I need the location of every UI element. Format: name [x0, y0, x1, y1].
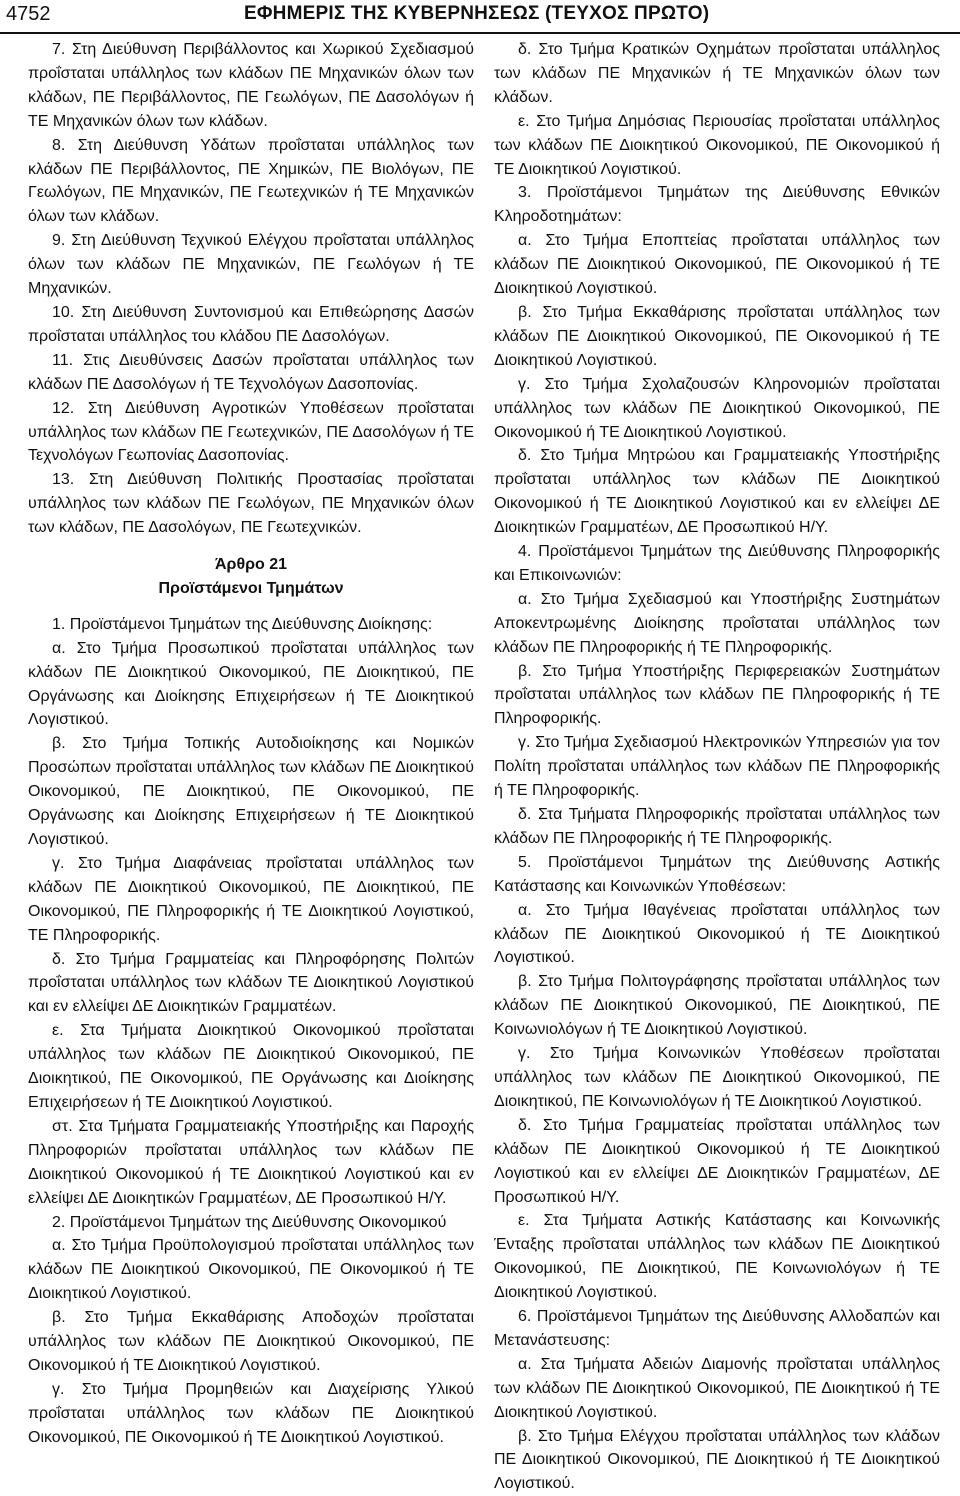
header-rule	[0, 32, 960, 34]
paragraph: 11. Στις Διευθύνσεις Δασών προΐσταται υπάλληλος των κλάδων ΠΕ Δασολόγων ή ΤΕ Τεχνολόγων Δασοπονίας.	[28, 351, 474, 393]
paragraph: ε. Στα Τμήματα Αστικής Κατάστασης και Κοινωνικής Ένταξης προΐσταται υπάλληλος των κλάδων ΠΕ Διοικητικού Οικονομικού, ΠΕ Διοικητικού, ΠΕ Κοινωνιολόγων ή ΤΕ Διοικητικού Λογιστικού.	[494, 1212, 940, 1302]
paragraph: 7. Στη Διεύθυνση Περιβάλλοντος και Χωρικού Σχεδιασμού προΐσταται υπάλληλος των κλάδων ΠΕ Μηχανικών όλων των κλάδων, ΠΕ Περιβάλλοντος, ΠΕ Γεωλόγων, ΠΕ Δασολόγων ή ΤΕ Μηχανικών όλων των κλάδων.	[28, 41, 474, 130]
paragraph: α. Στο Τμήμα Ιθαγένειας προΐσταται υπάλληλος των κλάδων ΠΕ Διοικητικού Οικονομικού ή ΤΕ Διοικητικού Λογιστικού.	[494, 901, 940, 967]
gazette-title: ΕΦΗΜΕΡΙΣ ΤΗΣ ΚΥΒΕΡΝΗΣΕΩΣ (ΤΕΥΧΟΣ ΠΡΩΤΟ)	[244, 3, 710, 24]
paragraph: 9. Στη Διεύθυνση Τεχνικού Ελέγχου προΐσταται υπάλληλος όλων των κλάδων ΠΕ Μηχανικών, ΠΕ Γεωλόγων ή ΤΕ Μηχανικών.	[28, 232, 474, 298]
paragraph: 10. Στη Διεύθυνση Συντονισμού και Επιθεώρησης Δασών προΐσταται υπάλληλος του κλάδου ΠΕ Δασολόγων.	[28, 303, 474, 345]
paragraph: β. Στο Τμήμα Τοπικής Αυτοδιοίκησης και Νομικών Προσώπων προΐσταται υπάλληλος των κλάδων ΠΕ Διοικητικού Οικονομικού, ΠΕ Διοικητικού, ΠΕ Οικονομικού, ΠΕ Οργάνωσης και Διοίκησης Επιχειρήσεων ή ΤΕ Διοικητικού Λογιστικού.	[28, 735, 474, 848]
paragraph: 6. Προϊστάμενοι Τμημάτων της Διεύθυνσης Αλλοδαπών και Μετανάστευσης:	[494, 1308, 940, 1349]
paragraph: 13. Στη Διεύθυνση Πολιτικής Προστασίας προΐσταται υπάλληλος των κλάδων ΠΕ Γεωλόγων, ΠΕ Μηχανικών όλων των κλάδων, ΠΕ Δασολόγων, ΠΕ Γεωτεχνικών.	[28, 471, 474, 537]
paragraph: δ. Στο Τμήμα Γραμματείας προΐσταται υπάλληλος των κλάδων ΠΕ Διοικητικού Οικονομικού ή ΤΕ Διοικητικού Λογιστικού και εν ελλείψει ΔΕ Διοικητικών Γραμματέων, ΔΕ Προσωπικού Η/Υ.	[494, 1116, 940, 1206]
paragraph: γ. Στο Τμήμα Σχολαζουσών Κληρονομιών προΐσταται υπάλληλος των κλάδων ΠΕ Διοικητικού Οικονομικού, ΠΕ Οικονομικού ή ΤΕ Διοικητικού Λογιστικού.	[494, 375, 940, 441]
paragraph: β. Στο Τμήμα Υποστήριξης Περιφερειακών Συστημάτων προΐσταται υπάλληλος των κλάδων ΠΕ Πληροφορικής ή ΤΕ Πληροφορικής.	[494, 662, 940, 728]
paragraph: δ. Στο Τμήμα Κρατικών Οχημάτων προΐσταται υπάλληλος των κλάδων ΠΕ Μηχανικών ή ΤΕ Μηχανικών όλων των κλάδων.	[494, 41, 940, 106]
left-column	[28, 38, 474, 1446]
paragraph: 3. Προϊστάμενοι Τμημάτων της Διεύθυνσης Εθνικών Κληροδοτημάτων:	[494, 184, 940, 226]
paragraph: α. Στο Τμήμα Εποπτείας προΐσταται υπάλληλος των κλάδων ΠΕ Διοικητικού Οικονομικού, ΠΕ Οικονομικού ή ΤΕ Διοικητικού Λογιστικού.	[494, 232, 940, 298]
paragraph: β. Στο Τμήμα Εκκαθάρισης Αποδοχών προΐσταται υπάλληλος των κλάδων ΠΕ Διοικητικού Οικονομικού, ΠΕ Οικονομικού ή ΤΕ Διοικητικού Λογιστικού.	[28, 1309, 474, 1374]
paragraph: γ. Στο Τμήμα Κοινωνικών Υποθέσεων προΐσταται υπάλληλος των κλάδων ΠΕ Διοικητικού Οικονομικού, ΠΕ Διοικητικού, ΠΕ Κοινωνιολόγων ή ΤΕ Διοικητικού Λογιστικού.	[494, 1045, 940, 1110]
paragraph: β. Στο Τμήμα Πολιτογράφησης προΐσταται υπάλληλος των κλάδων ΠΕ Διοικητικού Οικονομικού, ΠΕ Διοικητικού, ΠΕ Κοινωνιολόγων ή ΤΕ Διοικητικού Λογιστικού.	[494, 973, 940, 1039]
paragraph: στ. Στα Τμήματα Γραμματειακής Υποστήριξης και Παροχής Πληροφοριών προΐσταται υπάλληλος των κλάδων ΠΕ Διοικητικού Οικονομικού ή ΤΕ Διοικητικού Λογιστικού και εν ελλείψει ΔΕ Διοικητικών Γραμματέων, ΔΕ Προσωπικού Η/Υ.	[28, 1117, 474, 1207]
paragraph: α. Στο Τμήμα Σχεδιασμού και Υποστήριξης Συστημάτων Αποκεντρωμένης Διοίκησης προΐσταται υπάλληλος των κλάδων ΠΕ Πληροφορικής ή ΤΕ Πληροφορικής.	[494, 590, 940, 656]
paragraph: β. Στο Τμήμα Ελέγχου προΐσταται υπάλληλος των κλάδων ΠΕ Διοικητικού Οικονομικού, ΠΕ Διοικητικού ή ΤΕ Διοικητικού Λογιστικού.	[494, 1427, 940, 1493]
paragraph: 2. Προϊστάμενοι Τμημάτων της Διεύθυνσης Οικονομικού	[52, 1213, 447, 1231]
paragraph: ε. Στα Τμήματα Διοικητικού Οικονομικού προΐσταται υπάλληλος των κλάδων ΠΕ Διοικητικού Οικονομικού, ΠΕ Διοικητικού, ΠΕ Οικονομικού, ΠΕ Οργάνωσης και Διοίκησης Επιχειρήσεων ή ΤΕ Διοικητικού Λογιστικού.	[28, 1022, 474, 1111]
paragraph: 8. Στη Διεύθυνση Υδάτων προΐσταται υπάλληλος των κλάδων ΠΕ Περιβάλλοντος, ΠΕ Χημικών, ΠΕ Βιολόγων, ΠΕ Γεωλόγων, ΠΕ Μηχανικών, ΠΕ Γεωτεχνικών ή ΤΕ Μηχανικών όλων των κλάδων.	[28, 136, 474, 226]
paragraph: γ. Στο Τμήμα Προμηθειών και Διαχείρισης Υλικού προΐσταται υπάλληλος των κλάδων ΠΕ Διοικητικού Οικονομικού, ΠΕ Οικονομικού ή ΤΕ Διοικητικού Λογιστικού.	[28, 1380, 474, 1446]
article-title: Προϊστάμενοι Τμημάτων	[158, 579, 344, 597]
paragraph: δ. Στα Τμήματα Πληροφορικής προΐσταται υπάλληλος των κλάδων ΠΕ Πληροφορικής ή ΤΕ Πληροφορικής.	[494, 806, 940, 847]
right-column	[494, 38, 940, 1493]
paragraph: γ. Στο Τμήμα Σχεδιασμού Ηλεκτρονικών Υπηρεσιών για τον Πολίτη προΐσταται υπάλληλος των κλάδων ΠΕ Πληροφορικής ή ΤΕ Πληροφορικής.	[494, 734, 940, 800]
paragraph: β. Στο Τμήμα Εκκαθάρισης προΐσταται υπάλληλος των κλάδων ΠΕ Διοικητικού Οικονομικού, ΠΕ Οικονομικού ή ΤΕ Διοικητικού Λογιστικού.	[494, 303, 940, 369]
paragraph: α. Στο Τμήμα Προϋπολογισμού προΐσταται υπάλληλος των κλάδων ΠΕ Διοικητικού Οικονομικού, ΠΕ Οικονομικού ή ΤΕ Διοικητικού Λογιστικού.	[28, 1237, 474, 1303]
paragraph: 4. Προϊστάμενοι Τμημάτων της Διεύθυνσης Πληροφορικής και Επικοινωνιών:	[494, 543, 940, 584]
page-header	[0, 0, 960, 34]
paragraph: 5. Προϊστάμενοι Τμημάτων της Διεύθυνσης Αστικής Κατάστασης και Κοινωνικών Υποθέσεων:	[494, 853, 940, 895]
paragraph: γ. Στο Τμήμα Διαφάνειας προΐσταται υπάλληλος των κλάδων ΠΕ Διοικητικού Οικονομικού, ΠΕ Διοικητικού, ΠΕ Οικονομικού, ΠΕ Πληροφορικής ή ΤΕ Διοικητικού Λογιστικού, ΤΕ Πληροφορικής.	[28, 854, 474, 944]
paragraph: 1. Προϊστάμενοι Τμημάτων της Διεύθυνσης Διοίκησης:	[52, 615, 433, 633]
paragraph: ε. Στο Τμήμα Δημόσιας Περιουσίας προΐσταται υπάλληλος των κλάδων ΠΕ Διοικητικού Οικονομικού, ΠΕ Οικονομικού ή ΤΕ Διοικητικού Λογιστικού.	[494, 112, 940, 178]
paragraph: 12. Στη Διεύθυνση Αγροτικών Υποθέσεων προΐσταται υπάλληλος των κλάδων ΠΕ Γεωτεχνικών, ΠΕ Δασολόγων ή ΤΕ Τεχνολόγων Γεωπονίας Δασοπονίας.	[28, 399, 474, 465]
paragraph: α. Στο Τμήμα Προσωπικού προΐσταται υπάλληλος των κλάδων ΠΕ Διοικητικού Οικονομικού, ΠΕ Διοικητικού, ΠΕ Οργάνωσης και Διοίκησης Επιχειρήσεων ή ΤΕ Διοικητικού Λογιστικού.	[28, 639, 474, 729]
page-number: 4752	[6, 3, 51, 25]
article-heading: Άρθρο 21	[214, 556, 287, 574]
paragraph: α. Στα Τμήματα Αδειών Διαμονής προΐσταται υπάλληλος των κλάδων ΠΕ Διοικητικού Οικονομικού, ΠΕ Διοικητικού ή ΤΕ Διοικητικού Λογιστικού.	[494, 1355, 940, 1421]
paragraph: δ. Στο Τμήμα Μητρώου και Γραμματειακής Υποστήριξης προΐσταται υπάλληλος των κλάδων ΠΕ Διοικητικού Οικονομικού ή ΤΕ Διοικητικού Λογιστικού και εν ελλείψει ΔΕ Διοικητικών Γραμματέων, ΔΕ Προσωπικού Η/Υ.	[494, 447, 940, 537]
paragraph: δ. Στο Τμήμα Γραμματείας και Πληροφόρησης Πολιτών προΐσταται υπάλληλος των κλάδων ΤΕ Διοικητικού Λογιστικού και εν ελλείψει ΔΕ Διοικητικών Γραμματέων.	[28, 950, 474, 1016]
